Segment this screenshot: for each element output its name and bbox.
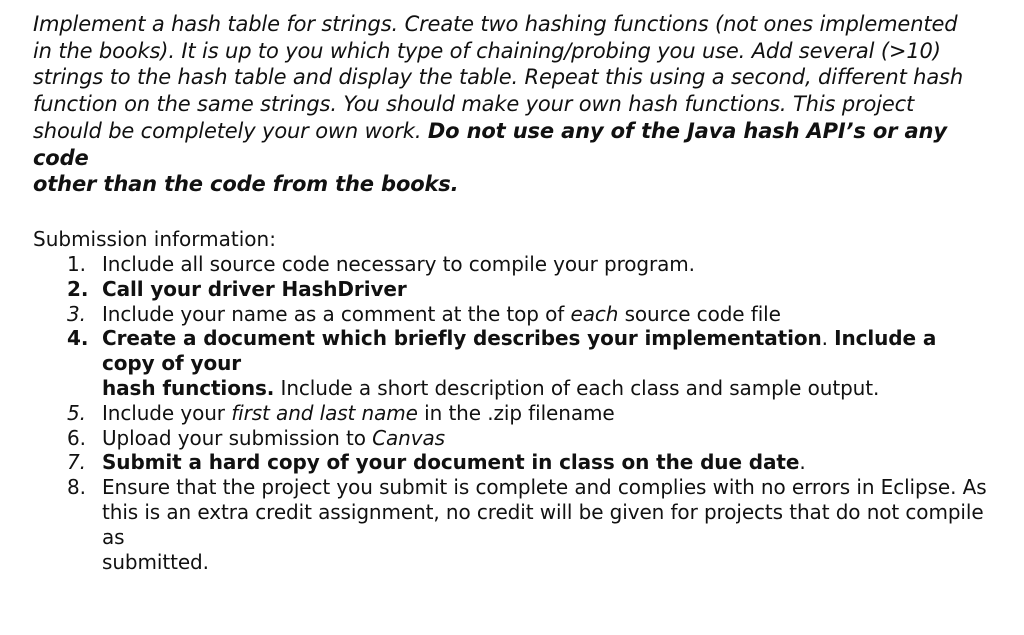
list-item (33, 475, 993, 574)
list-item (33, 401, 993, 426)
description-line: Implement a hash table for strings. Create two hashing functions (not ones implemented (33, 12, 958, 36)
item-number: 2. (67, 276, 89, 301)
item-text-emphasis: first and last name (231, 400, 418, 425)
item-text: Include your name as a comment at the top of (102, 301, 571, 326)
list-item (33, 277, 993, 302)
item-number: 8. (67, 475, 86, 500)
assignment-description (33, 11, 993, 198)
item-number: 1. (67, 252, 86, 276)
item-text: . (821, 326, 835, 351)
item-text-bold: Submit a hard copy of your document in class on the due date (102, 450, 800, 475)
description-line: strings to the hash table and display the table. Repeat this using a second, different hash (33, 65, 964, 90)
item-text-bold: Include a copy of your (102, 326, 937, 376)
item-number: 4. (67, 326, 89, 351)
list-item (33, 450, 993, 475)
assignment-page (33, 11, 993, 574)
item-text-bold: Create a document which briefly describes your implementation (102, 326, 822, 351)
submission-heading: Submission information: (33, 227, 276, 251)
description-line: function on the same strings. You should make your own hash functions. This project (33, 92, 915, 117)
item-text: . (799, 450, 806, 475)
submission-section (33, 227, 993, 574)
item-text: in the .zip filename (417, 400, 615, 425)
description-text: should be completely your own work. (33, 118, 428, 143)
list-item (33, 302, 993, 327)
list-item (33, 426, 993, 451)
item-number: 7. (67, 450, 86, 475)
item-text: Include all source code necessary to compile your program. (102, 252, 695, 276)
item-number: 3. (67, 301, 86, 326)
item-text: Upload your submission to (102, 425, 373, 450)
item-text-emphasis: each (570, 301, 619, 326)
description-warning: Do not use any of the Java hash API’s or any code (33, 118, 947, 170)
description-line (33, 118, 993, 171)
item-text: this is an extra credit assignment, no credit will be given for projects that do not compile as (102, 499, 984, 549)
item-text: submitted. (102, 549, 209, 574)
submission-steps (33, 252, 993, 574)
description-warning-line: other than the code from the books. (33, 172, 459, 197)
item-text: Include your (102, 400, 232, 425)
item-number: 6. (67, 425, 86, 450)
item-text-bold: hash functions. (102, 375, 275, 400)
list-item (33, 252, 993, 277)
item-text: Call your driver HashDriver (102, 276, 407, 301)
item-text-emphasis: Canvas (372, 425, 445, 450)
item-text: source code file (618, 301, 781, 326)
item-text: Ensure that the project you submit is complete and complies with no errors in Eclipse. As (102, 475, 987, 500)
item-number: 5. (67, 400, 86, 425)
item-text: Include a short description of each class and sample output. (274, 375, 880, 400)
list-item (33, 326, 993, 400)
description-line: in the books). It is up to you which type of chaining/probing you use. Add several (>10) (33, 38, 941, 63)
